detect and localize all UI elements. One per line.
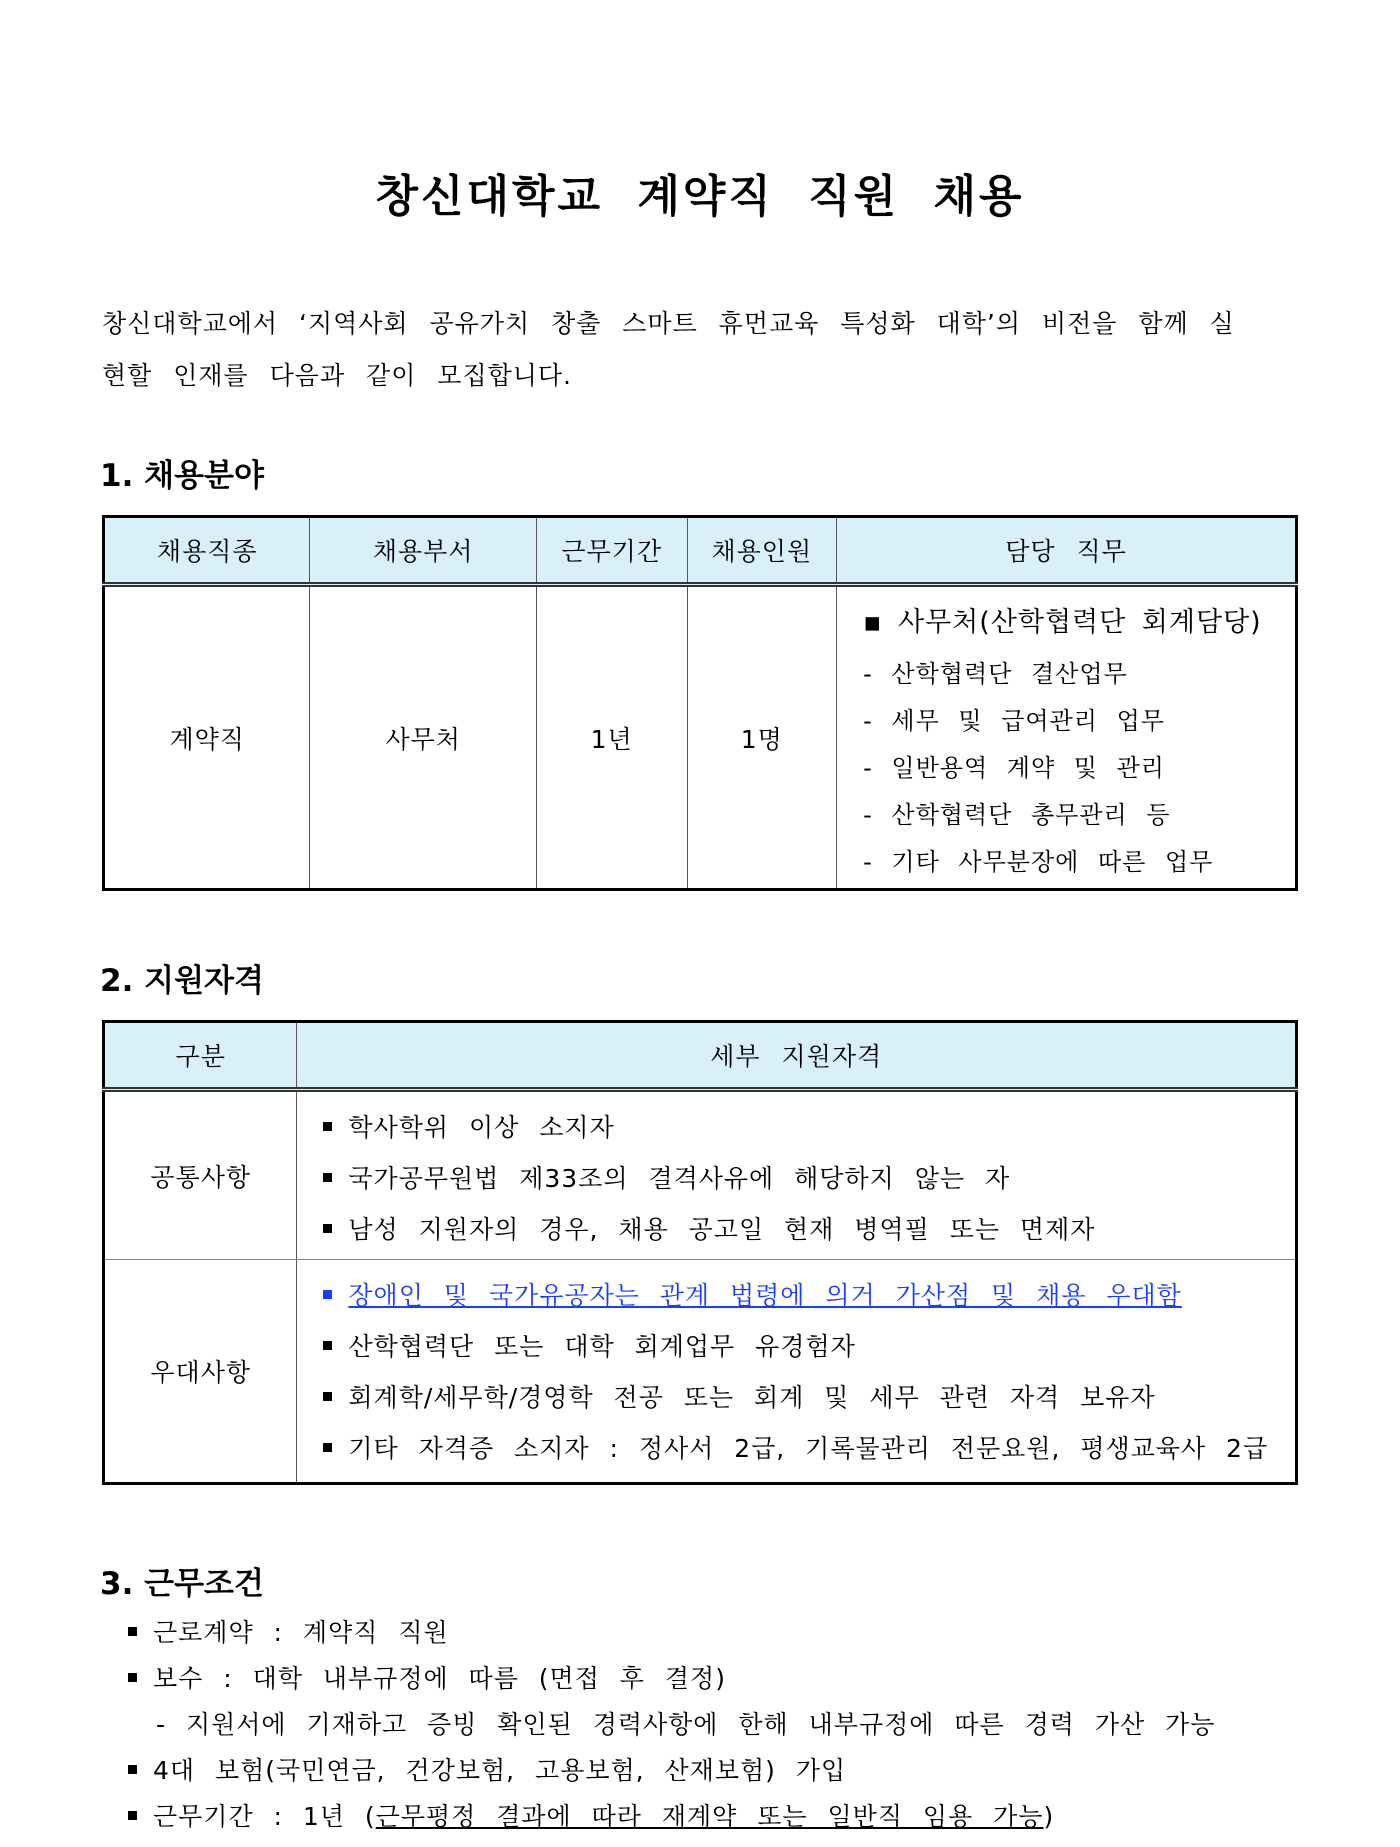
duty-item: - 기타 사무분장에 따른 업무 bbox=[863, 848, 1214, 876]
square-bullet-icon bbox=[128, 1627, 137, 1636]
list-item: 학사학위 이상 소지자 bbox=[323, 1106, 1295, 1157]
cell-duties bbox=[837, 585, 1297, 890]
cell-common-items bbox=[297, 1090, 1297, 1260]
header-department: 채용부서 bbox=[310, 517, 536, 585]
list-item: 국가공무원법 제33조의 결격사유에 해당하지 않는 자 bbox=[323, 1157, 1295, 1208]
condition-salary: 보수 : 대학 내부규정에 따름 (면접 후 결정) bbox=[128, 1656, 1215, 1702]
square-bullet-icon bbox=[128, 1765, 137, 1774]
qualifications-table bbox=[102, 1020, 1298, 1485]
square-bullet-icon bbox=[323, 1290, 332, 1299]
header-duties: 담당 직무 bbox=[837, 517, 1297, 585]
condition-contract: 근로계약 : 계약직 직원 bbox=[128, 1610, 1215, 1656]
list-item: 산학협력단 또는 대학 회계업무 유경험자 bbox=[323, 1325, 1295, 1376]
cell-preferred-label: 우대사항 bbox=[104, 1260, 297, 1484]
list-item: 회계학/세무학/경영학 전공 또는 회계 및 세무 관련 자격 보유자 bbox=[323, 1376, 1295, 1427]
list-item: 기타 자격증 소지자 : 정사서 2급, 기록물관리 전문요원, 평생교육사 2급 bbox=[323, 1427, 1295, 1478]
table-header-row bbox=[104, 517, 1297, 585]
section-heading-work-conditions: 3. 근무조건 bbox=[100, 1566, 264, 1602]
table-row bbox=[104, 585, 1297, 890]
cell-department: 사무처 bbox=[310, 585, 536, 890]
condition-insurance: 4대 보험(국민연금, 건강보험, 고용보험, 산재보험) 가입 bbox=[128, 1748, 1215, 1794]
duty-item: - 산학협력단 결산업무 bbox=[863, 660, 1128, 688]
cell-job-type: 계약직 bbox=[104, 585, 310, 890]
list-item: 남성 지원자의 경우, 채용 공고일 현재 병역필 또는 면제자 bbox=[323, 1208, 1295, 1259]
section-heading-qualifications: 2. 지원자격 bbox=[100, 963, 264, 999]
square-bullet-icon bbox=[128, 1673, 137, 1682]
document-title: 창신대학교 계약직 직원 채용 bbox=[375, 171, 1025, 222]
cell-preferred-items bbox=[297, 1260, 1297, 1484]
square-bullet-icon bbox=[323, 1392, 332, 1401]
condition-salary-note: - 지원서에 기재하고 증빙 확인된 경력사항에 한해 내부규정에 따른 경력 가산 가능 bbox=[156, 1710, 1216, 1739]
intro-line-1: 창신대학교에서 ‘지역사회 공유가치 창출 스마트 휴먼교육 특성화 대학’의 비전을 함께 실 bbox=[102, 309, 1235, 338]
header-work-period: 근무기간 bbox=[536, 517, 687, 585]
header-category: 구분 bbox=[104, 1022, 297, 1090]
duty-item: - 산학협력단 총무관리 등 bbox=[863, 801, 1171, 829]
cell-work-period: 1년 bbox=[536, 585, 687, 890]
header-details: 세부 지원자격 bbox=[297, 1022, 1297, 1090]
table-header-row bbox=[104, 1022, 1297, 1090]
cell-common-label: 공통사항 bbox=[104, 1090, 297, 1260]
square-bullet-icon bbox=[323, 1443, 332, 1452]
intro-line-2: 현할 인재를 다음과 같이 모집합니다. bbox=[102, 361, 572, 390]
section-heading-recruitment-field: 1. 채용분야 bbox=[100, 458, 264, 494]
square-bullet-icon bbox=[128, 1811, 137, 1820]
recruitment-table bbox=[102, 515, 1298, 891]
square-bullet-icon bbox=[323, 1122, 332, 1131]
table-row bbox=[104, 1260, 1297, 1484]
square-bullet-icon bbox=[323, 1341, 332, 1350]
table-row bbox=[104, 1090, 1297, 1260]
condition-period: 근무기간 : 1년 (근무평정 결과에 따라 재계약 또는 일반직 임용 가능) bbox=[128, 1794, 1215, 1840]
header-job-type: 채용직종 bbox=[104, 517, 310, 585]
square-bullet-icon bbox=[323, 1224, 332, 1233]
preferred-link-item[interactable]: 장애인 및 국가유공자는 관계 법령에 의거 가산점 및 채용 우대함 bbox=[323, 1274, 1295, 1325]
square-bullet-icon bbox=[323, 1173, 332, 1182]
cell-headcount: 1명 bbox=[687, 585, 837, 890]
duty-item: - 세무 및 급여관리 업무 bbox=[863, 707, 1165, 735]
intro-paragraph bbox=[102, 298, 1302, 402]
header-headcount: 채용인원 bbox=[687, 517, 837, 585]
duty-item: - 일반용역 계약 및 관리 bbox=[863, 754, 1165, 782]
duty-main: ▪ 사무처(산학협력단 회계담당) bbox=[863, 607, 1262, 638]
work-conditions-list bbox=[128, 1610, 1215, 1840]
